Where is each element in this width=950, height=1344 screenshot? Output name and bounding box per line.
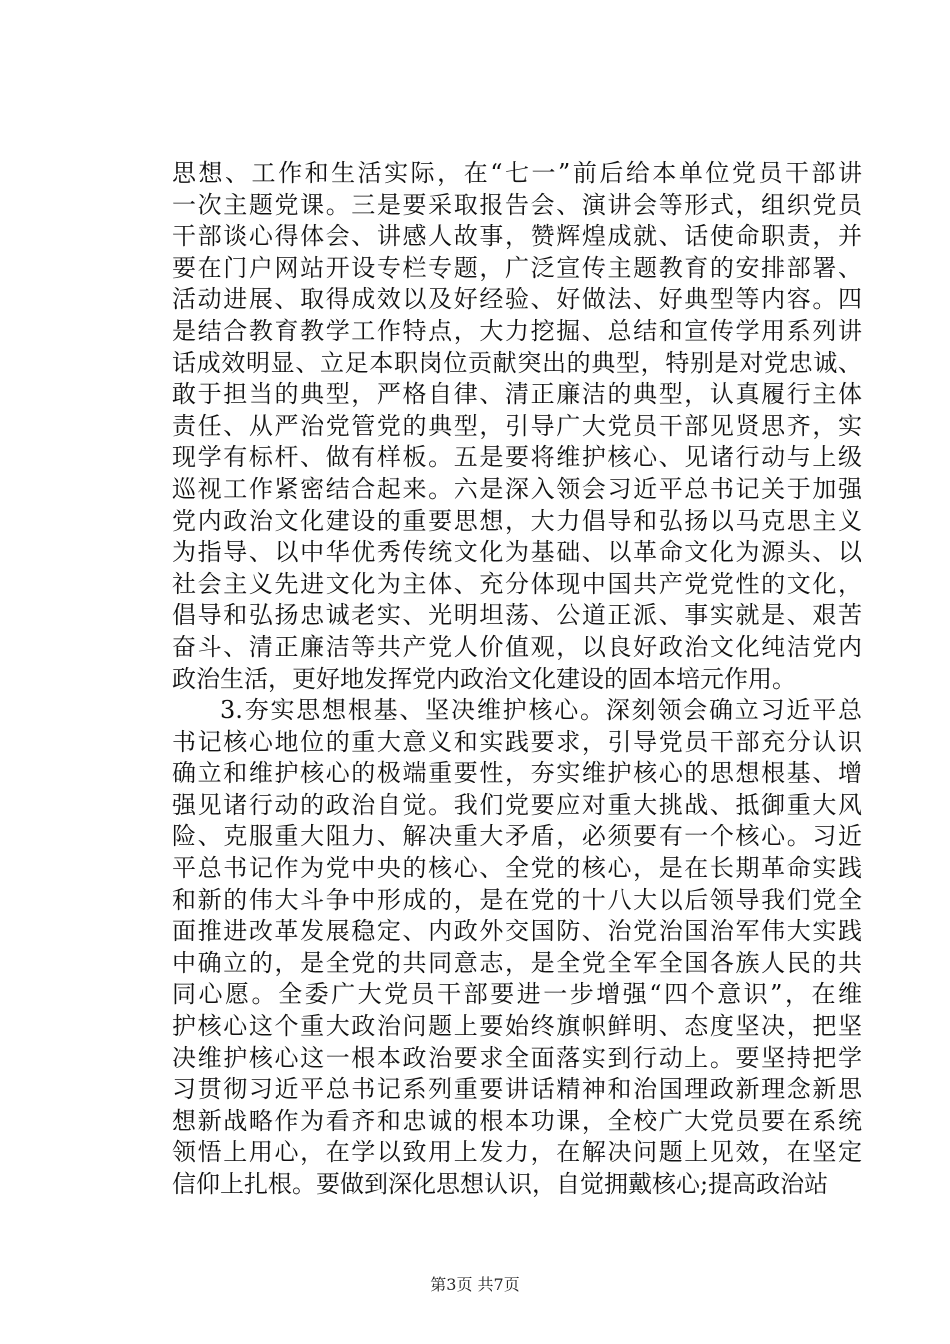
text-line: 习贯彻习近平总书记系列重要讲话精神和治国理政新理念新思 xyxy=(172,1075,862,1104)
text-line: 责任、从严治党管党的典型，引导广大党员干部见贤思齐，实 xyxy=(172,411,862,440)
text-line: 强见诸行动的政治自觉。我们党要应对重大挑战、抵御重大风 xyxy=(172,790,862,819)
text-line: 奋斗、清正廉洁等共产党人价值观，以良好政治文化纯洁党内 xyxy=(172,632,862,661)
text-line: 同心愿。全委广大党员干部要进一步增强“四个意识”，在维 xyxy=(172,980,862,1009)
text-line: 巡视工作紧密结合起来。六是深入领会习近平总书记关于加强 xyxy=(172,474,862,503)
text-line: 话成效明显、立足本职岗位贡献突出的典型，特别是对党忠诚、 xyxy=(172,348,862,377)
paragraph-continuation xyxy=(172,158,862,695)
text-line: 要在门户网站开设专栏专题，广泛宣传主题教育的安排部署、 xyxy=(172,253,862,282)
text-line: 决维护核心这一根本政治要求全面落实到行动上。要坚持把学 xyxy=(172,1043,862,1072)
text-line: 领悟上用心，在学以致用上发力，在解决问题上见效，在坚定 xyxy=(172,1138,862,1167)
text-line: 面推进改革发展稳定、内政外交国防、治党治国治军伟大实践 xyxy=(172,917,862,946)
page-indicator: 第3页 共7页 xyxy=(430,1275,520,1294)
text-line: 护核心这个重大政治问题上要始终旗帜鲜明、态度坚决，把坚 xyxy=(172,1012,862,1041)
text-line: 是结合教育教学工作特点，大力挖掘、总结和宣传学用系列讲 xyxy=(172,316,862,345)
text-line: 确立和维护核心的极端重要性，夯实维护核心的思想根基、增 xyxy=(172,759,862,788)
text-line: 敢于担当的典型，严格自律、清正廉洁的典型，认真履行主体 xyxy=(172,380,862,409)
text-line: 想新战略作为看齐和忠诚的根本功课，全校广大党员要在系统 xyxy=(172,1106,862,1135)
text-line: 为指导、以中华优秀传统文化为基础、以革命文化为源头、以 xyxy=(172,538,862,567)
section-heading-line: 3.夯实思想根基、坚决维护核心。深刻领会确立习近平总 xyxy=(220,696,862,725)
text-line: 社会主义先进文化为主体、充分体现中国共产党党性的文化， xyxy=(172,569,862,598)
page-footer xyxy=(0,1275,950,1295)
text-line: 一次主题党课。三是要采取报告会、演讲会等形式，组织党员 xyxy=(172,190,862,219)
text-line: 政治生活，更好地发挥党内政治文化建设的固本培元作用。 xyxy=(172,664,796,693)
text-line: 信仰上扎根。要做到深化思想认识，自觉拥戴核心;提高政治站 xyxy=(172,1170,829,1198)
text-line: 中确立的，是全党的共同意志，是全党全军全国各族人民的共 xyxy=(172,948,862,977)
text-line: 平总书记作为党中央的核心、全党的核心，是在长期革命实践 xyxy=(172,854,862,883)
text-line: 现学有标杆、做有样板。五是要将维护核心、见诸行动与上级 xyxy=(172,443,862,472)
document-body xyxy=(172,158,862,1201)
text-line: 倡导和弘扬忠诚老实、光明坦荡、公道正派、事实就是、艰苦 xyxy=(172,601,862,630)
text-line: 和新的伟大斗争中形成的，是在党的十八大以后领导我们党全 xyxy=(172,885,862,914)
text-line: 干部谈心得体会、讲感人故事，赞辉煌成就、话使命职责，并 xyxy=(172,222,862,251)
text-line: 书记核心地位的重大意义和实践要求，引导党员干部充分认识 xyxy=(172,727,862,756)
text-line: 思想、工作和生活实际，在“七一”前后给本单位党员干部讲 xyxy=(172,159,862,187)
text-line: 险、克服重大阻力、解决重大矛盾，必须要有一个核心。习近 xyxy=(172,822,862,851)
text-line: 党内政治文化建设的重要思想，大力倡导和弘扬以马克思主义 xyxy=(172,506,862,535)
paragraph-section-3 xyxy=(172,695,862,1201)
text-line: 活动进展、取得成效以及好经验、好做法、好典型等内容。四 xyxy=(172,285,862,314)
